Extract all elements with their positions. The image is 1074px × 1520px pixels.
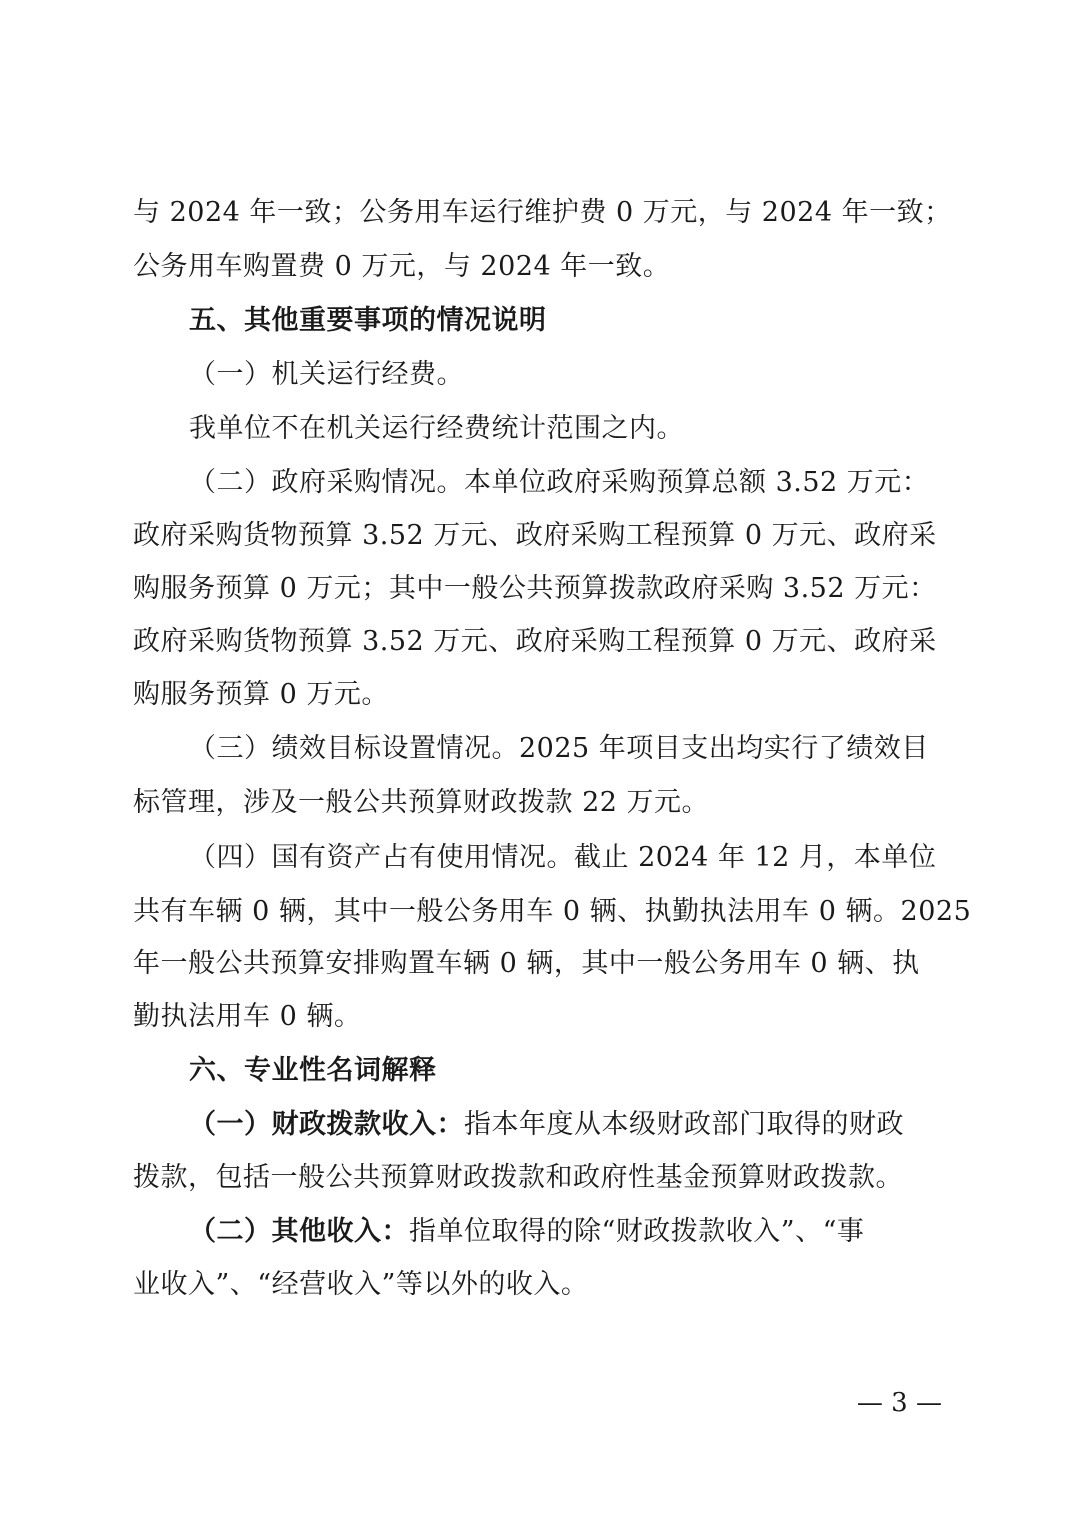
body-line: 政府采购货物预算 3.52 万元、政府采购工程预算 0 万元、政府采 xyxy=(133,626,937,657)
body-line: 年一般公共预算安排购置车辆 0 辆，其中一般公务用车 0 辆、执 xyxy=(133,948,920,979)
section-heading: 五、其他重要事项的情况说明 xyxy=(189,305,547,336)
body-line: 拨款，包括一般公共预算财政拨款和政府性基金预算财政拨款。 xyxy=(133,1162,903,1193)
section-heading: 六、专业性名词解释 xyxy=(189,1055,437,1086)
definition-text: 指本年度从本级财政部门取得的财政 xyxy=(464,1109,904,1140)
body-line: 共有车辆 0 辆，其中一般公务用车 0 辆、执勤执法用车 0 辆。2025 xyxy=(133,896,972,927)
body-line: 我单位不在机关运行经费统计范围之内。 xyxy=(189,413,684,444)
term-label: （二）其他收入： xyxy=(189,1216,409,1247)
term-label: （一）财政拨款收入： xyxy=(189,1109,464,1140)
body-line: （二）政府采购情况。本单位政府采购预算总额 3.52 万元： xyxy=(189,467,930,498)
body-line: （四）国有资产占有使用情况。截止 2024 年 12 月，本单位 xyxy=(189,842,937,873)
body-line: 购服务预算 0 万元。 xyxy=(133,679,389,710)
body-line: 勤执法用车 0 辆。 xyxy=(133,1001,362,1032)
definition-line xyxy=(189,1108,945,1142)
body-line: 标管理，涉及一般公共预算财政拨款 22 万元。 xyxy=(133,787,710,818)
body-line: 购服务预算 0 万元；其中一般公共预算拨款政府采购 3.52 万元： xyxy=(133,573,937,604)
definition-text: 指单位取得的除“财政拨款收入”、“事 xyxy=(409,1216,865,1247)
subsection-heading: （一）机关运行经费。 xyxy=(189,359,464,390)
body-line: 与 2024 年一致；公务用车运行维护费 0 万元，与 2024 年一致； xyxy=(133,197,952,228)
page-number: — 3 — xyxy=(856,1388,942,1418)
body-line: （三）绩效目标设置情况。2025 年项目支出均实行了绩效目 xyxy=(189,733,929,764)
definition-line xyxy=(189,1215,945,1249)
body-line: 政府采购货物预算 3.52 万元、政府采购工程预算 0 万元、政府采 xyxy=(133,520,937,551)
body-line: 公务用车购置费 0 万元，与 2024 年一致。 xyxy=(133,251,671,282)
body-line: 业收入”、“经营收入”等以外的收入。 xyxy=(133,1269,589,1300)
